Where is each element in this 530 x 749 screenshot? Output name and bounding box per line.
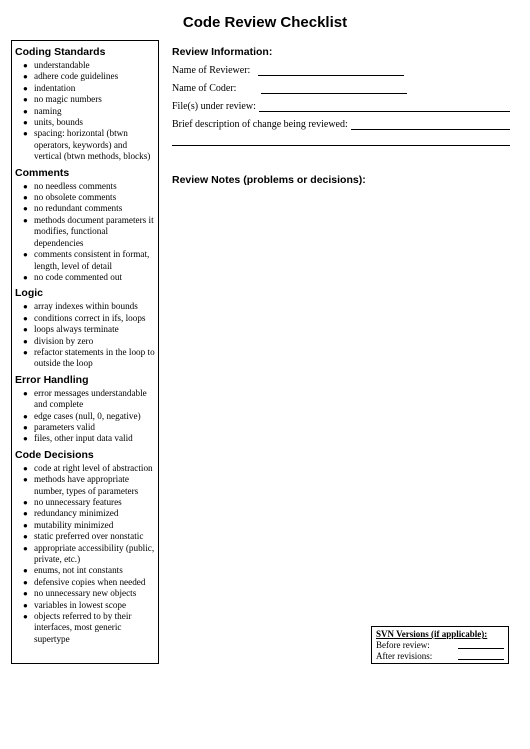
list-item: ● naming <box>23 105 62 116</box>
list-item: ● no obsolete comments <box>23 192 117 203</box>
list-item: ● units, bounds <box>23 117 84 128</box>
list-item: ● methods have appropriate number, types of parameters <box>23 474 139 496</box>
bullet-icon: ● <box>23 83 28 93</box>
bullet-icon: ● <box>23 215 28 225</box>
list-item: ● code at right level of abstraction <box>23 462 153 473</box>
bullet-icon: ● <box>23 250 28 260</box>
list-item: ● conditions correct in ifs, loops <box>23 312 146 323</box>
list-item: ● files, other input data valid <box>23 433 133 444</box>
bullet-icon: ● <box>23 272 28 282</box>
list-item: ● mutability minimized <box>23 519 114 530</box>
section-coding-standards <box>15 46 155 163</box>
bullet-icon: ● <box>23 566 28 576</box>
list-item: ● enums, not int constants <box>23 565 123 576</box>
review-info-heading: Review Information: <box>172 46 273 58</box>
bullet-icon: ● <box>23 95 28 105</box>
list-item: ● understandable <box>23 60 90 70</box>
files-label: File(s) under review: <box>172 101 256 112</box>
checklist <box>15 388 155 445</box>
section-heading: Coding Standards <box>15 46 106 58</box>
section-error-handling <box>15 374 155 445</box>
description-field[interactable] <box>351 129 510 130</box>
after-revisions-field[interactable] <box>458 659 504 660</box>
list-item: ● refactor statements in the loop to outside the loop <box>23 346 155 369</box>
bullet-icon: ● <box>23 204 28 214</box>
bullet-icon: ● <box>23 106 28 116</box>
bullet-icon: ● <box>23 520 28 530</box>
section-comments <box>15 167 155 284</box>
bullet-icon: ● <box>23 336 28 346</box>
bullet-icon: ● <box>23 498 28 507</box>
list-item: ● no unnecessary new objects <box>23 588 137 599</box>
files-field[interactable] <box>259 111 510 112</box>
before-review-label: Before review: <box>376 640 430 650</box>
list-item: ● methods document parameters it modifies, functional dependencies <box>23 214 154 248</box>
section-heading: Comments <box>15 166 70 179</box>
bullet-icon: ● <box>23 347 28 357</box>
bullet-icon: ● <box>23 302 28 312</box>
list-item: ● spacing: horizontal (btwn operators, keywords) and vertical (btwn methods, blocks) <box>23 128 151 162</box>
bullet-icon: ● <box>23 181 28 191</box>
list-item: ● defensive copies when needed <box>23 576 146 587</box>
list-item: ● indentation <box>23 82 76 93</box>
description-row <box>172 119 510 130</box>
section-heading: Logic <box>15 287 43 300</box>
bullet-icon: ● <box>23 129 28 139</box>
review-notes-heading: Review Notes (problems or decisions): <box>172 174 366 186</box>
list-item: ● parameters valid <box>23 421 95 432</box>
description-label: Brief description of change being reviewed: <box>172 119 348 130</box>
checklist <box>15 463 155 646</box>
after-revisions-label: After revisions: <box>376 651 433 661</box>
bullet-icon: ● <box>23 532 28 542</box>
after-revisions-row <box>376 651 504 662</box>
list-item: ● error messages understandable and complete <box>23 387 147 410</box>
coder-label: Name of Coder: <box>172 83 237 94</box>
checklist-panel <box>11 40 159 664</box>
bullet-icon: ● <box>23 61 28 70</box>
list-item: ● no code commented out <box>23 271 123 282</box>
before-review-field[interactable] <box>458 648 504 649</box>
bullet-icon: ● <box>23 543 28 553</box>
list-item: ● division by zero <box>23 335 94 346</box>
checklist <box>15 301 155 369</box>
list-item: ● static preferred over nonstatic <box>23 531 144 542</box>
list-item: ● no magic numbers <box>23 94 102 105</box>
bullet-icon: ● <box>23 577 28 587</box>
before-review-row <box>376 640 504 651</box>
bullet-icon: ● <box>23 388 28 398</box>
bullet-icon: ● <box>23 422 28 432</box>
svn-heading: SVN Versions (if applicable): <box>376 629 488 639</box>
bullet-icon: ● <box>23 612 28 622</box>
reviewer-label: Name of Reviewer: <box>172 65 251 76</box>
list-item: ● redundancy minimized <box>23 508 119 519</box>
bullet-icon: ● <box>23 509 28 519</box>
coder-field[interactable] <box>261 93 407 94</box>
section-heading: Code Decisions <box>15 448 94 461</box>
list-item: ● array indexes within bounds <box>23 301 138 312</box>
bullet-icon: ● <box>23 72 28 82</box>
bullet-icon: ● <box>23 313 28 323</box>
bullet-icon: ● <box>23 475 28 485</box>
description-field-line-2[interactable] <box>172 145 510 146</box>
list-item: ● variables in lowest scope <box>23 599 127 610</box>
list-item: ● no unnecessary features <box>23 497 122 507</box>
bullet-icon: ● <box>23 434 28 444</box>
list-item: ● loops always terminate <box>23 324 119 335</box>
list-item: ● appropriate accessibility (public, private, etc.) <box>23 542 155 565</box>
svn-versions-box <box>371 626 509 664</box>
bullet-icon: ● <box>23 589 28 599</box>
bullet-icon: ● <box>23 118 28 128</box>
description-row-2 <box>172 145 510 146</box>
checklist <box>15 60 155 163</box>
coder-row <box>172 83 510 94</box>
bullet-icon: ● <box>23 411 28 421</box>
list-item: ● no needless comments <box>23 180 117 191</box>
checklist <box>15 181 155 284</box>
section-logic <box>15 287 155 369</box>
reviewer-field[interactable] <box>258 75 404 76</box>
section-heading: Error Handling <box>15 373 89 386</box>
bullet-icon: ● <box>23 463 28 473</box>
list-item: ● objects referred to by their interfaces, most generic supertype <box>23 611 132 644</box>
list-item: ● edge cases (null, 0, negative) <box>23 410 141 421</box>
list-item: ● no redundant comments <box>23 203 123 214</box>
reviewer-row <box>172 65 510 76</box>
section-code-decisions <box>15 449 155 646</box>
bullet-icon: ● <box>23 325 28 335</box>
bullet-icon: ● <box>23 193 28 203</box>
list-item: ● adhere code guidelines <box>23 71 119 82</box>
page-title: Code Review Checklist <box>182 14 348 31</box>
bullet-icon: ● <box>23 600 28 610</box>
list-item: ● comments consistent in format, length, level of detail <box>23 249 150 271</box>
files-row <box>172 101 510 112</box>
